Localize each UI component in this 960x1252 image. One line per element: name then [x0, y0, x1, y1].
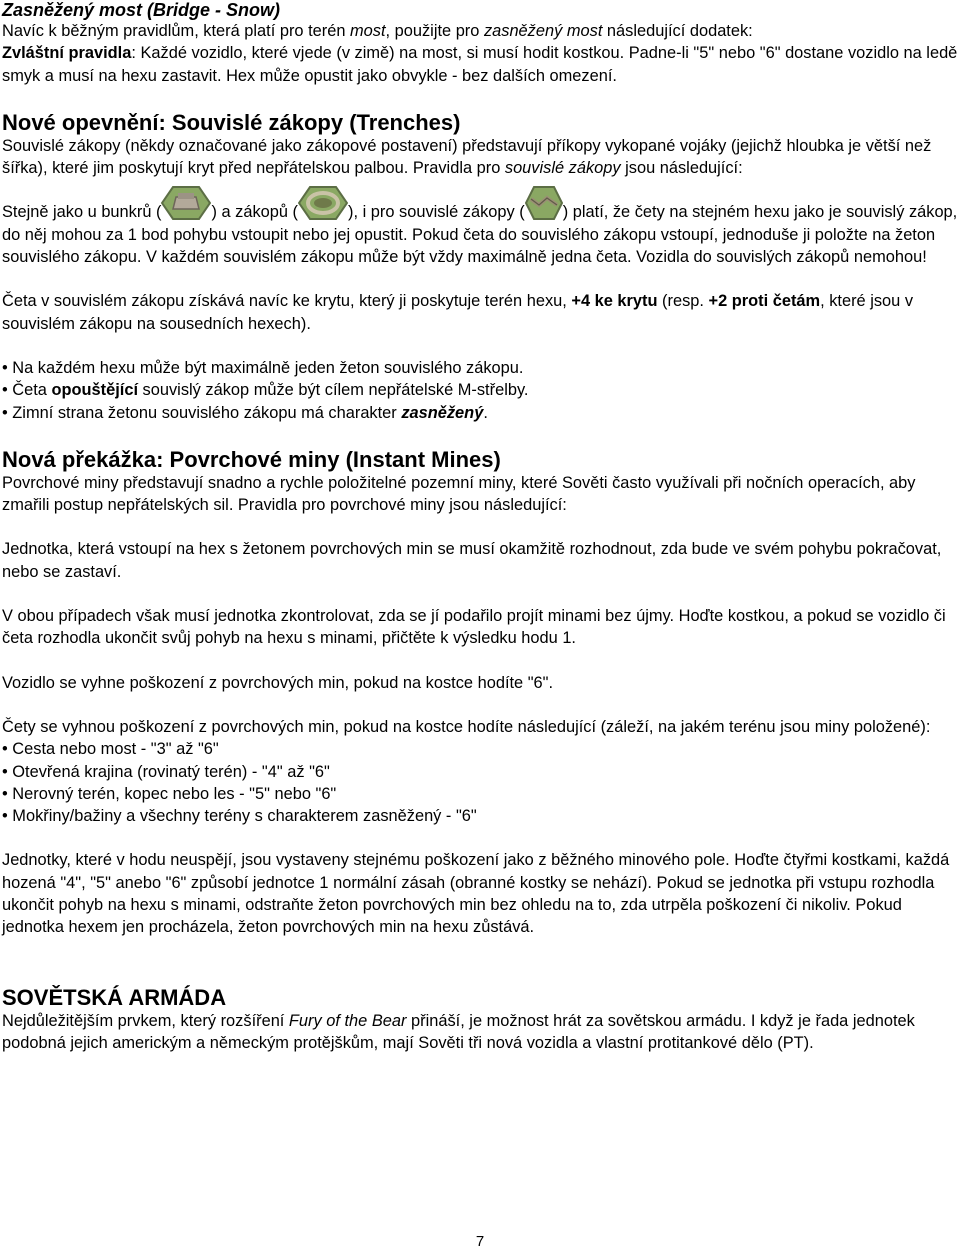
page-number: 7	[475, 1233, 485, 1250]
list-item: • Na každém hexu může být maximálně jeden žeton souvislého zákopu.	[2, 357, 958, 379]
mines-terrain-list	[2, 738, 958, 827]
mines-heading: Nová překážka: Povrchové miny (Instant Mines)	[2, 446, 501, 472]
mines-vehicle: Vozidlo se vyhne poškození z povrchových min, pokud na kostce hodíte "6".	[2, 673, 554, 692]
special-rules-text: : Každé vozidlo, které vjede (v zimě) na most, si musí hodit kostkou. Padne-li "5" nebo "6" dostane vozidlo na ledě smyk a musí na hexu zastavit. Hex může opustit jako obvykle - bez dalších omezení.	[2, 44, 958, 85]
mines-failure: Jednotky, které v hodu neuspějí, jsou vystaveny stejnému poškození jako z běžného minového pole. Hoďte čtyřmi kostkami, každá hozená "4", "5" anebo "6" způsobí jednotce 1 normální zásah (obranné kostky se nehází). Pokud se jednotka při vstupu rozhodla ukončit pohyb na hexu s minami, odstraňte žeton povrchových min bez ohledu na to, zda utrpěla poškození či nikoliv. Pokud jednotka hexem jen procházela, žeton povrchových min na hexu zůstává.	[2, 851, 950, 937]
term-snow-bridge: zasněžený most	[483, 22, 603, 40]
list-item: • Nerovný terén, kopec nebo les - "5" nebo "6"	[2, 783, 958, 805]
soviet-heading: SOVĚTSKÁ ARMÁDA	[2, 984, 227, 1010]
mines-check: V obou případech však musí jednotka zkontrolovat, zda se jí podařilo projít minami bez újmy. Hoďte kostkou, a pokud se vozidlo či četa rozhodla ukončit svůj pohyb na hexu s minami, přičtěte k výsledku hodu 1.	[2, 607, 946, 648]
list-item: • Otevřená krajina (rovinatý terén) - "4" až "6"	[2, 761, 958, 783]
trench-hex-icon	[525, 209, 563, 221]
special-rules-label: Zvláštní pravidla	[2, 44, 132, 63]
mines-intro: Povrchové miny představují snadno a rychle položitelné pozemní miny, které Sověti často využívali při nočních operacích, aby zmařili postup nepřátelských sil. Pravidla pro povrchové miny jsou následující:	[2, 473, 916, 515]
term-most: most	[350, 22, 386, 40]
foxhole-hex-icon	[298, 207, 348, 221]
soviet-intro: Nejdůležitějším prvkem, který rozšíření Fury of the Bear přináší, je možnost hrát za sovětskou armádu. I když je řada jednotek podobná jejich americkým a německým protějškům, mají Sověti tři nová vozidla a vlastní protitankové dělo (PT).	[2, 1011, 915, 1052]
bridge-paragraph: Navíc k běžným pravidlům, která platí pro terén most, použijte pro zasněžený most následující dodatek: Zvláštní pravidla: Každé vozidlo, které vjede (v zimě) na most, si musí hodit kostkou. Padne-li "5" nebo "6" dostane vozidlo na ledě smyk a musí na hexu zastavit. Hex může opustit jako obvykle - bez dalších omezení.	[2, 22, 958, 85]
mines-decision: Jednotka, která vstoupí na hex s žetonem povrchových min se musí okamžitě rozhodnout, zda bude ve svém pohybu pokračovat, nebo se zastaví.	[2, 540, 942, 581]
trenches-rules: Stejně jako u bunkrů ( ) a zákopů ( ), i pro souvislé zákopy ( ) platí, že čety na stejném hexu jako je souvislý zákop, do něj mohou za 1 bod pohybu vstoupit nebo jej opustit. Pokud četa do souvislého zákopu vstoupí, jednoduše ji položte na žeton souvislého zákopu. V každém souvislém zákopu může být vždy maximálně jedna četa. Vozidla do souvislých zákopů nemohou!	[2, 201, 958, 268]
trenches-intro: Souvislé zákopy (někdy označované jako zákopové postavení) představují příkopy vykopané vojáky (jejichž hloubka je větší než šířka), které jim poskytují kryt před nepřátelskou palbou. Pravidla pro souvislé zákopy jsou následující:	[2, 136, 932, 178]
list-item: • Zimní strana žetonu souvislého zákopu má charakter zasněžený.	[2, 402, 958, 424]
list-item: • Mokřiny/bažiny a všechny terény s charakterem zasněžený - "6"	[2, 805, 958, 827]
list-item: • Cesta nebo most - "3" až "6"	[2, 738, 958, 760]
trenches-heading: Nové opevnění: Souvislé zákopy (Trenches)	[2, 109, 461, 135]
bridge-heading: Zasněžený most (Bridge - Snow)	[2, 0, 281, 20]
bunker-hex-icon	[161, 201, 211, 221]
trenches-bullet-list	[2, 357, 958, 424]
expansion-name: Fury of the Bear	[288, 1011, 407, 1030]
trenches-cover: Četa v souvislém zákopu získává navíc ke krytu, který ji poskytuje terén hexu, +4 ke krytu (resp. +2 proti četám, které jsou v souvislém zákopu na sousedních hexech).	[2, 292, 914, 333]
list-item: • Četa opouštějící souvislý zákop může být cílem nepřátelské M-střelby.	[2, 379, 958, 401]
mines-squads: Čety se vyhnou poškození z povrchových min, pokud na kostce hodíte následující (záleží, na jakém terénu jsou miny položené):	[2, 717, 931, 736]
